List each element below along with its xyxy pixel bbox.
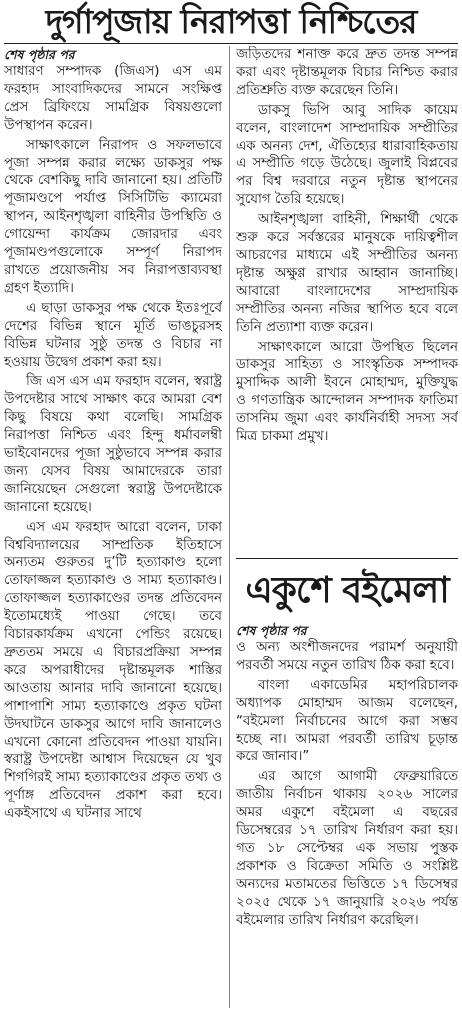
kicker: শেষ পৃষ্ঠার পর <box>236 623 307 638</box>
paragraph: ও অন্য অংশীজনদের পরামর্শ অনুযায়ী পরবর্তী সময়ে নতুন তারিখ ঠিক করা হবে। <box>236 640 458 673</box>
paragraph: ডাকসু ভিপি আবু সাদিক কায়েম বলেন, বাংলাদেশ সাম্প্রদায়িক সম্প্রীতির এক অনন্য দেশ, ঐতিহ্যের ধারাবাহিকতায় এ সম্প্রীতি গড়ে উঠেছে। জুলাই বিপ্লবের পর বিশ্ব দরবারে নতুন দৃষ্টান্ত স্থাপনের সুযোগ তৈরি হয়েছে। <box>236 102 458 208</box>
paragraph: বাংলা একাডেমির মহাপরিচালক অধ্যাপক মোহাম্মদ আজম বলেছেন, “বইমেলা নির্বাচনের আগে করা সম্ভব হচ্ছে না। আমরা পরবর্তী তারিখ চূড়ান্ত করে জানাব।” <box>236 677 458 765</box>
headline-rule <box>4 43 458 44</box>
paragraph: এর আগে আগামী ফেব্রুয়ারিতে জাতীয় নির্বাচন থাকায় ২০২৬ সালের অমর একুশে বইমেলা এ বছরের ডিসেম্বরের ১৭ তারিখ নির্ধারণ করা হয়। গত ১৮ সেপ্টেম্বর এক সভায় পুস্তক প্রকাশক ও বিক্রেতা সমিতি ও সংশ্লিষ্ট অন্যদের মতামতের ভিত্তিতে ১৭ ডিসেম্বর ২০২৫ থেকে ১৭ জানুয়ারি ২০২৬ পর্যন্ত বইমেলার তারিখ নির্ধারণ করেছিল। <box>236 769 458 928</box>
paragraph: সাক্ষাৎকালে আরো উপস্থিত ছিলেন ডাকসুর সাহিত্য ও সাংস্কৃতিক সম্পাদক মুসাদ্দিক আলী ইবনে মোহাম্মদ, মুক্তিযুদ্ধ ও গণতান্ত্রিক আন্দোলন সম্পাদক ফাতিমা তাসনিম জুমা এবং কার্যনির্বাহী সদস্য সর্ব মিত্র চাকমা প্রমুখ। <box>236 339 458 445</box>
article-body <box>236 622 458 1008</box>
paragraph: এ ছাড়া ডাকসুর পক্ষ থেকে ইতঃপূর্বে দেশের বিভিন্ন স্থানে মূর্তি ভাঙচুরসহ বিভিন্ন ঘটনার সুষ্ঠু তদন্ত ও বিচার না হওয়ায় উদ্বেগ প্রকাশ করা হয়। <box>4 300 222 370</box>
paragraph: এস এম ফরহাদ আরো বলেন, ঢাকা বিশ্ববিদ্যালয়ের সাম্প্রতিক ইতিহাসে অন্যতম গুরুতর দু’টি হত্যাকাণ্ড হলো তোফাজ্জল হত্যাকাণ্ড ও সাম্য হত্যাকাণ্ড। তোফাজ্জল হত্যাকাণ্ডের তদন্ত প্রতিবেদন ইতোমধ্যেই পাওয়া গেছে। তবে বিচারকার্যক্রম এখনো পেন্ডিং রয়েছে। দ্রুততম সময়ে এ বিচারপ্রক্রিয়া সম্পন্ন করে অপরাধীদের দৃষ্টান্তমূলক শাস্তির আওতায় আনার দাবি জানানো হয়েছে। পাশাপাশি সাম্য হত্যাকাণ্ডে প্রকৃত ঘটনা উদঘাটনে ডাকসুর আগে দাবি জানালেও এখনো কোনো প্রতিবেদন পাওয়া যায়নি। স্বরাষ্ট্র উপদেষ্টা আশ্বাস দিয়েছেন যে খুব শিগগিরই সাম্য হত্যাকাণ্ডের প্রকৃত তথ্য ও পূর্ণাঙ্গ প্রতিবেদন প্রকাশ করা হবে। একইসাথে এ ঘটনার সাথে <box>4 519 222 822</box>
column-divider <box>229 46 230 1008</box>
paragraph: আইনশৃঙ্খলা বাহিনী, শিক্ষার্থী থেকে শুরু করে সর্বস্তরের মানুষকে দায়িত্বশীল আচরণের মাধ্যমে এই সম্প্রীতির অনন্য দৃষ্টান্ত অক্ষুণ্ণ রাখার আহ্বান জানাচ্ছি। আবারো বাংলাদেশের সাম্প্রদায়িক সম্প্রীতির অনন্য নজির স্থাপিত হবে বলে তিনি প্রত্যাশা ব্যক্ত করেন। <box>236 212 458 335</box>
page-headline: দুর্গাপূজায় নিরাপত্তা নিশ্চিতের <box>45 2 417 41</box>
article-headline: একুশে বইমেলা <box>245 570 449 611</box>
paragraph: সাধারণ সম্পাদক (জিএস) এস এম ফরহাদ সাংবাদিকদের সামনে সংক্ষিপ্ত প্রেস ব্রিফিংয়ে সামগ্রিক বিষয়গুলো উপস্থাপন করেন। <box>4 64 222 133</box>
section-rule <box>236 558 458 559</box>
article-column-left <box>4 46 222 1008</box>
article-column-right <box>236 46 458 552</box>
paragraph: জি এস এস এম ফরহাদ বলেন, স্বরাষ্ট্র উপদেষ্টার সাথে সাক্ষাৎ করে আমরা বেশ কিছু বিষয়ে কথা বলেছি। সামগ্রিক নিরাপত্তা নিশ্চিত এবং হিন্দু ধর্মাবলম্বী ভাইবোনদের পূজা সুষ্ঠুভাবে সম্পন্ন করার জন্য যেসব বিষয় আমাদেরকে তারা জানিয়েছেন সেগুলো স্বরাষ্ট্র উপদেষ্টাকে জানানো হয়েছে। <box>4 374 222 515</box>
paragraph: সাক্ষাৎকালে নিরাপদ ও সফলভাবে পূজা সম্পন্ন করার লক্ষ্যে ডাকসুর পক্ষ থেকে বেশকিছু দাবি জানানো হয়। প্রতিটি পূজামণ্ডপে পর্যাপ্ত সিসিটিভি ক্যামেরা স্থাপন, আইনশৃঙ্খলা বাহিনীর উপস্থিতি ও গোয়েন্দা কার্যক্রম জোরদার এবং পূজামণ্ডপগুলোকে সম্পূর্ণ নিরাপদ রাখতে প্রয়োজনীয় সব নিরাপত্তাব্যবস্থা গ্রহণ ইত্যাদি। <box>4 137 222 296</box>
kicker: শেষ পৃষ্ঠার পর <box>4 47 75 62</box>
paragraph: জড়িতদের শনাক্ত করে দ্রুত তদন্ত সম্পন্ন করা এবং দৃষ্টান্তমূলক বিচার নিশ্চিত করার প্রতিশ্রুতি ব্যক্ত করেছেন তিনি। <box>236 47 458 98</box>
